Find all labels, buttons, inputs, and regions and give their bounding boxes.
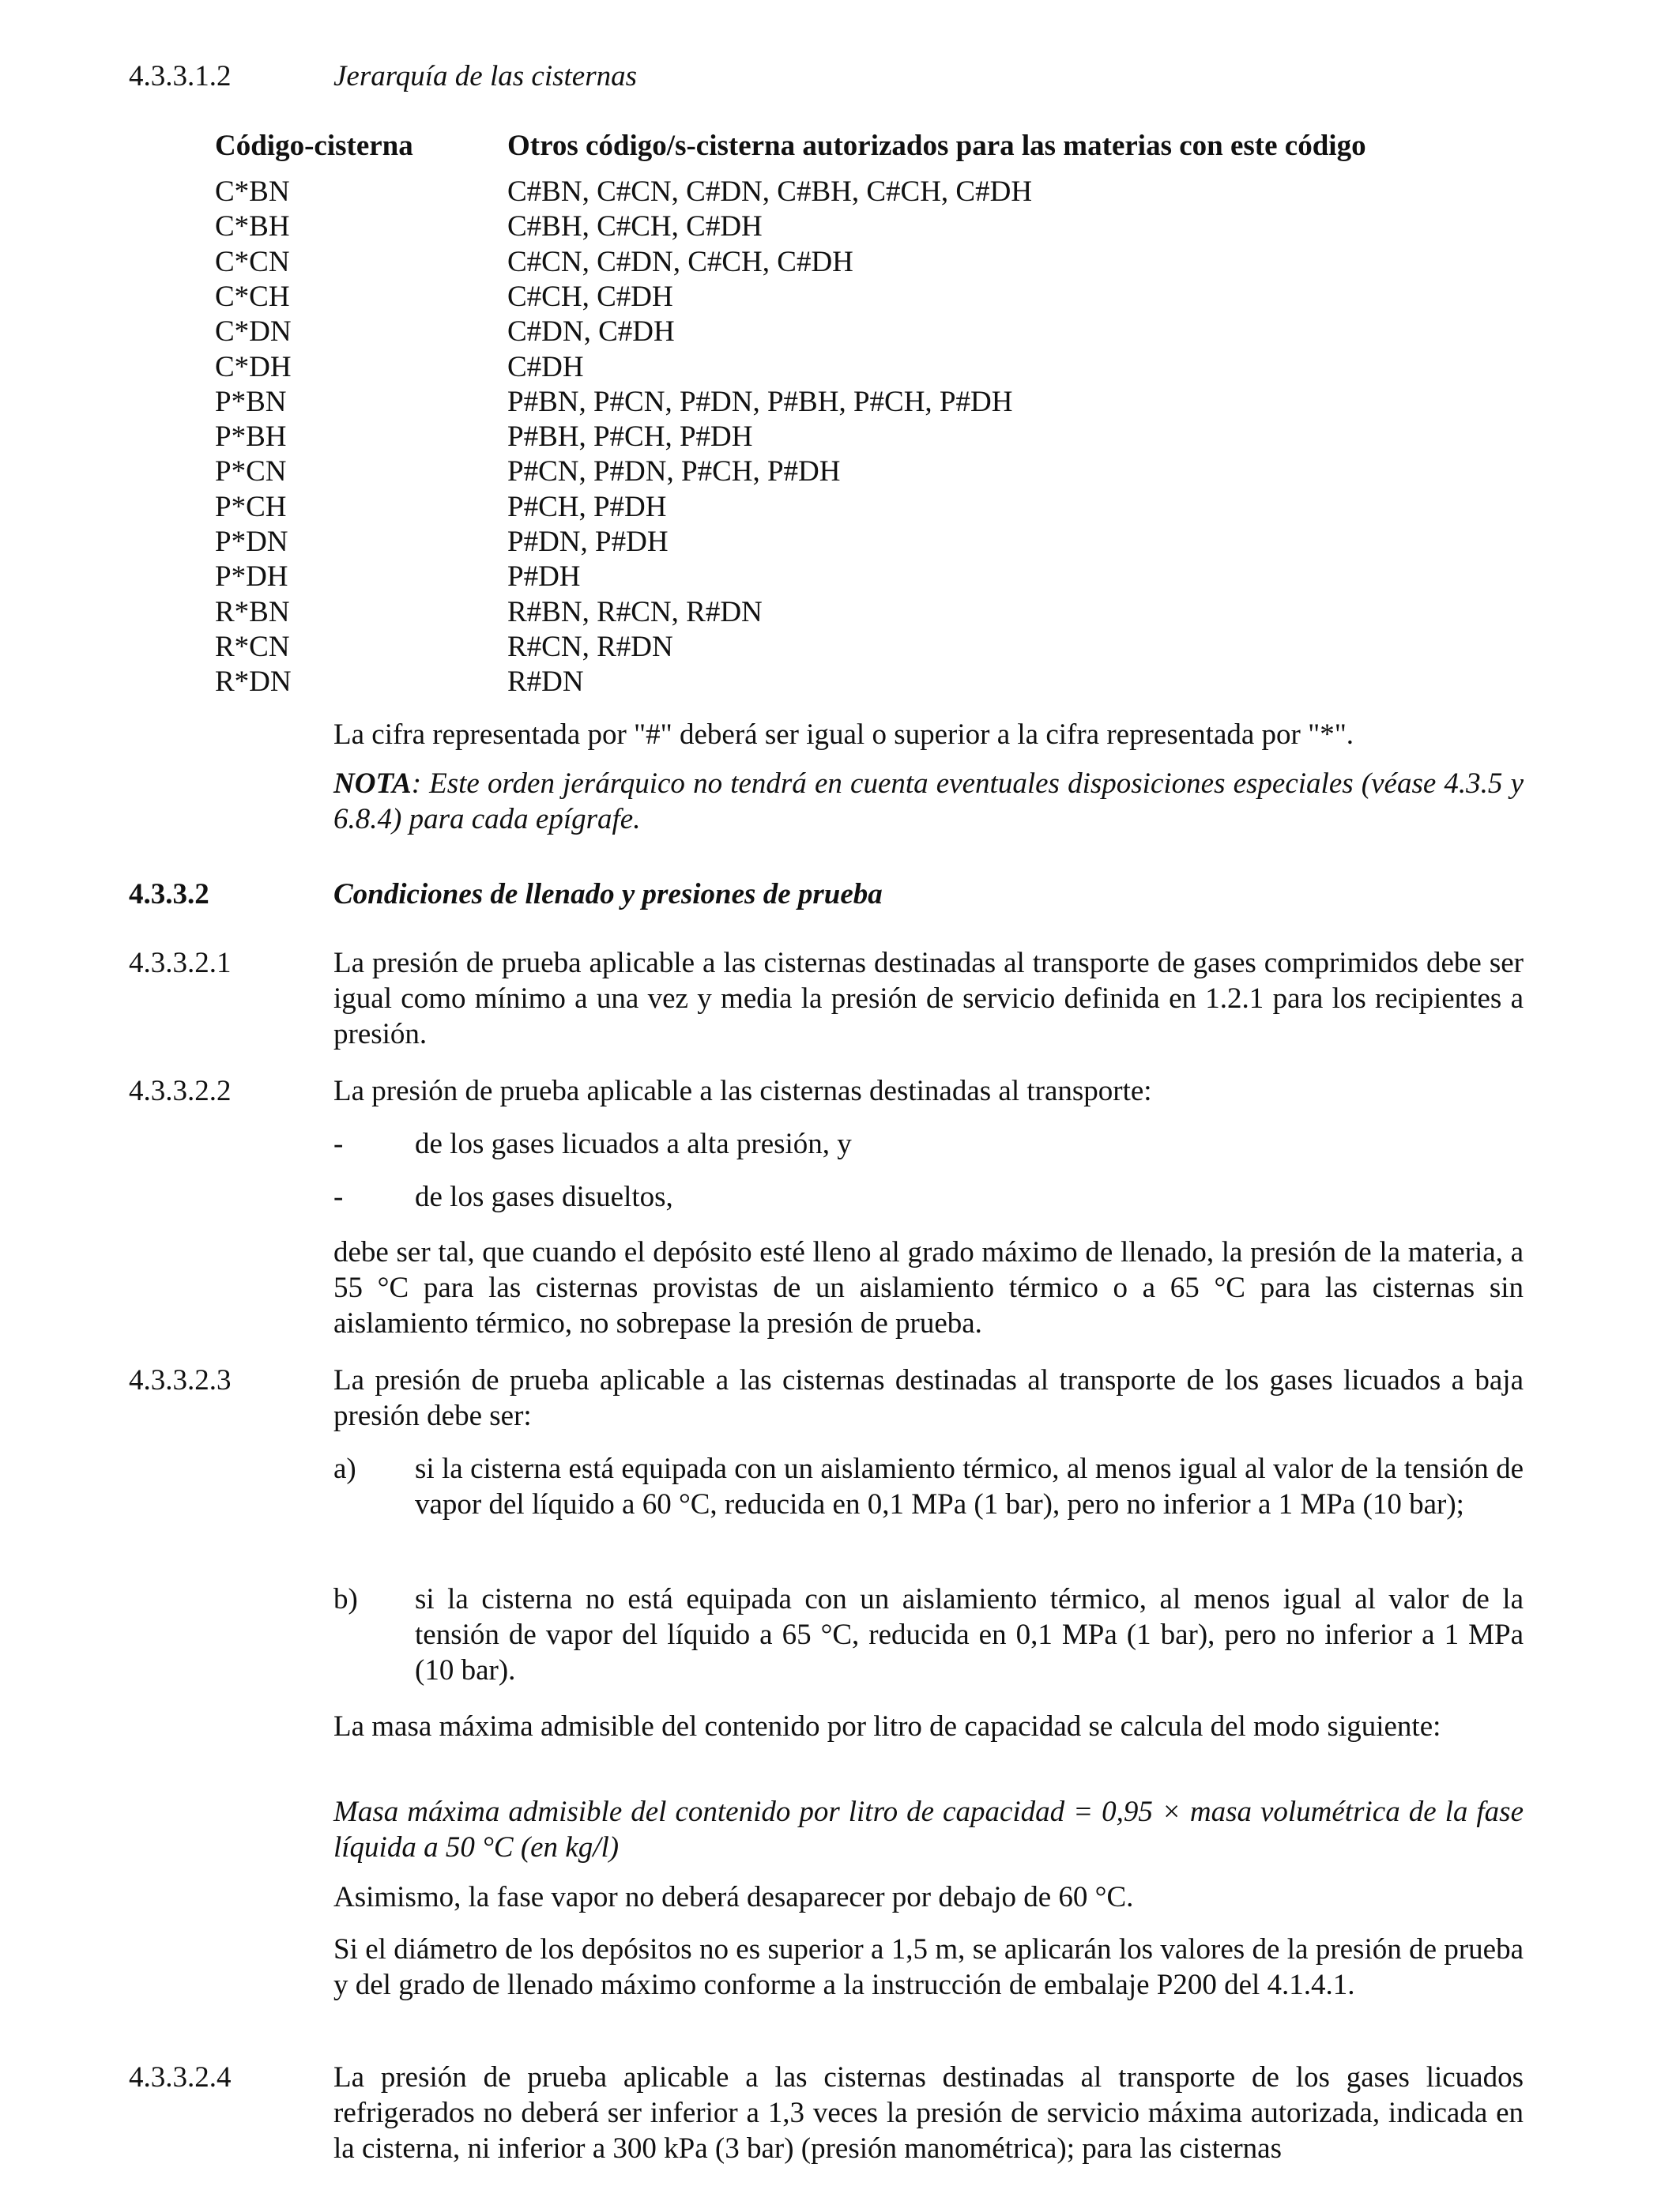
authorized-codes-cell: C#CH, C#DH bbox=[507, 280, 673, 313]
tank-code-cell: P*BH bbox=[215, 420, 287, 454]
header-other-codes: Otros código/s-cisterna autorizados para las materias con este código bbox=[507, 130, 1366, 162]
table-row bbox=[215, 174, 1395, 209]
section-number: 4.3.3.2.1 bbox=[129, 947, 232, 979]
section-number: 4.3.3.1.2 bbox=[129, 60, 232, 92]
table-row bbox=[215, 489, 1395, 525]
section-number: 4.3.3.2.4 bbox=[129, 2061, 232, 2094]
authorized-codes-cell: P#BN, P#CN, P#DN, P#BH, P#CH, P#DH bbox=[507, 385, 1013, 418]
tank-code-cell: C*CH bbox=[215, 280, 290, 313]
paragraph: La presión de prueba aplicable a las cisternas destinadas al transporte de los gases licuados a baja presión debe ser: bbox=[333, 1364, 1524, 1432]
note-label: NOTA bbox=[333, 767, 412, 800]
tank-code-cell: C*DN bbox=[215, 315, 292, 349]
table-row bbox=[215, 209, 1395, 244]
table-row bbox=[215, 664, 1395, 699]
formula-text: Masa máxima admisible del contenido por litro de capacidad = 0,95 × masa volumétrica de la fase líquida a 50 °C (en kg/l) bbox=[333, 1796, 1524, 1864]
section-title: Condiciones de llenado y presiones de prueba bbox=[333, 878, 883, 910]
tank-code-cell: C*BH bbox=[215, 210, 290, 243]
tank-code-cell: P*CN bbox=[215, 455, 287, 488]
authorized-codes-cell: C#BH, C#CH, C#DH bbox=[507, 210, 763, 243]
table-row bbox=[215, 384, 1395, 420]
table-row bbox=[215, 454, 1395, 489]
authorized-codes-cell: R#DN bbox=[507, 665, 584, 699]
tank-code-cell: P*DN bbox=[215, 526, 288, 558]
paragraph: Asimismo, la fase vapor no deberá desaparecer por debajo de 60 °C. bbox=[333, 1881, 1134, 1913]
authorized-codes-cell: P#DN, P#DH bbox=[507, 526, 669, 558]
list-item-text: si la cisterna no está equipada con un aislamiento térmico, al menos igual al valor de la tensión de vapor del líquido a 65 °C, reducida en 0,1 MPa (1 bar), pero no inferior a 1 MPa (10 bar). bbox=[415, 1583, 1524, 1687]
paragraph: Si el diámetro de los depósitos no es superior a 1,5 m, se aplicarán los valores de la presión de prueba y del grado de llenado máximo conforme a la instrucción de embalaje P200 del 4.1.4.1. bbox=[333, 1933, 1524, 2001]
table-row bbox=[215, 594, 1395, 630]
tank-code-cell: R*DN bbox=[215, 665, 292, 699]
authorized-codes-cell: C#BN, C#CN, C#DN, C#BH, C#CH, C#DH bbox=[507, 175, 1033, 208]
authorized-codes-cell: P#CH, P#DH bbox=[507, 490, 667, 523]
list-item bbox=[129, 1179, 1524, 1215]
section-title: Jerarquía de las cisternas bbox=[333, 60, 638, 92]
tank-code-cell: C*DH bbox=[215, 350, 292, 383]
tank-code-cell: C*BN bbox=[215, 175, 290, 208]
authorized-codes-cell: C#DH bbox=[507, 350, 584, 383]
list-item bbox=[129, 1451, 1524, 1522]
paragraph: La presión de prueba aplicable a las cisternas destinadas al transporte: bbox=[333, 1075, 1152, 1107]
table-header bbox=[215, 128, 1395, 164]
authorized-codes-cell: P#CN, P#DN, P#CH, P#DH bbox=[507, 455, 841, 488]
authorized-codes-cell: R#BN, R#CN, R#DN bbox=[507, 595, 763, 628]
hash-rule-text: La cifra representada por "#" deberá ser igual o superior a la cifra representada por "*". bbox=[333, 718, 1354, 751]
note-body: : Este orden jerárquico no tendrá en cuenta eventuales disposiciones especiales (véase 4.3.5 y 6.8.4) para cada epígrafe. bbox=[333, 767, 1524, 835]
authorized-codes-cell: P#BH, P#CH, P#DH bbox=[507, 420, 753, 454]
tank-code-cell: R*CN bbox=[215, 630, 290, 663]
paragraph: La masa máxima admisible del contenido por litro de capacidad se calcula del modo siguiente: bbox=[333, 1710, 1441, 1743]
authorized-codes-cell: R#CN, R#DN bbox=[507, 630, 673, 663]
paragraph: debe ser tal, que cuando el depósito esté lleno al grado máximo de llenado, la presión de la materia, a 55 °C para las cisternas provistas de un aislamiento térmico o a 65 °C para las cisternas sin aislamiento térmico, no sobrepase la presión de prueba. bbox=[333, 1236, 1524, 1340]
list-letter: b) bbox=[333, 1583, 358, 1615]
list-item-text: de los gases disueltos, bbox=[415, 1181, 673, 1213]
header-tank-code: Código-cisterna bbox=[215, 130, 413, 162]
list-item bbox=[129, 1126, 1524, 1162]
paragraph: La presión de prueba aplicable a las cisternas destinadas al transporte de gases comprimidos debe ser igual como mínimo a una vez y media la presión de servicio definida en 1.2.1 para los recipientes a presión. bbox=[333, 947, 1524, 1050]
list-letter: a) bbox=[333, 1453, 356, 1485]
authorized-codes-cell: C#DN, C#DH bbox=[507, 315, 675, 349]
table-row bbox=[215, 244, 1395, 280]
tank-code-cell: C*CN bbox=[215, 245, 290, 278]
tank-code-cell: R*BN bbox=[215, 595, 290, 628]
paragraph: La presión de prueba aplicable a las cisternas destinadas al transporte de los gases licuados refrigerados no deberá ser inferior a 1,3 veces la presión de servicio máxima autorizada, indicada en la cisterna, ni inferior a 300 kPa (3 bar) (presión manométrica); para las cisternas bbox=[333, 2061, 1524, 2165]
list-item-text: de los gases licuados a alta presión, y bbox=[415, 1128, 852, 1160]
list-dash: - bbox=[333, 1128, 344, 1160]
section-number: 4.3.3.2 bbox=[129, 878, 209, 910]
tank-code-cell: P*CH bbox=[215, 490, 287, 523]
note-text bbox=[333, 766, 1524, 837]
tank-code-cell: P*BN bbox=[215, 385, 287, 418]
table-row bbox=[215, 629, 1395, 665]
table-row bbox=[215, 559, 1395, 594]
authorized-codes-cell: C#CN, C#DN, C#CH, C#DH bbox=[507, 245, 853, 278]
table-row bbox=[215, 524, 1395, 560]
authorized-codes-cell: P#DH bbox=[507, 560, 581, 594]
tank-code-cell: P*DH bbox=[215, 560, 288, 594]
table-row bbox=[215, 419, 1395, 454]
table-row bbox=[215, 349, 1395, 385]
section-number: 4.3.3.2.3 bbox=[129, 1364, 232, 1397]
list-dash: - bbox=[333, 1181, 344, 1213]
list-item-text: si la cisterna está equipada con un aislamiento térmico, al menos igual al valor de la tensión de vapor del líquido a 60 °C, reducida en 0,1 MPa (1 bar), pero no inferior a 1 MPa (10 bar); bbox=[415, 1453, 1524, 1521]
list-item bbox=[129, 1581, 1524, 1688]
section-number: 4.3.3.2.2 bbox=[129, 1075, 232, 1107]
table-row bbox=[215, 279, 1395, 315]
table-row bbox=[215, 314, 1395, 349]
